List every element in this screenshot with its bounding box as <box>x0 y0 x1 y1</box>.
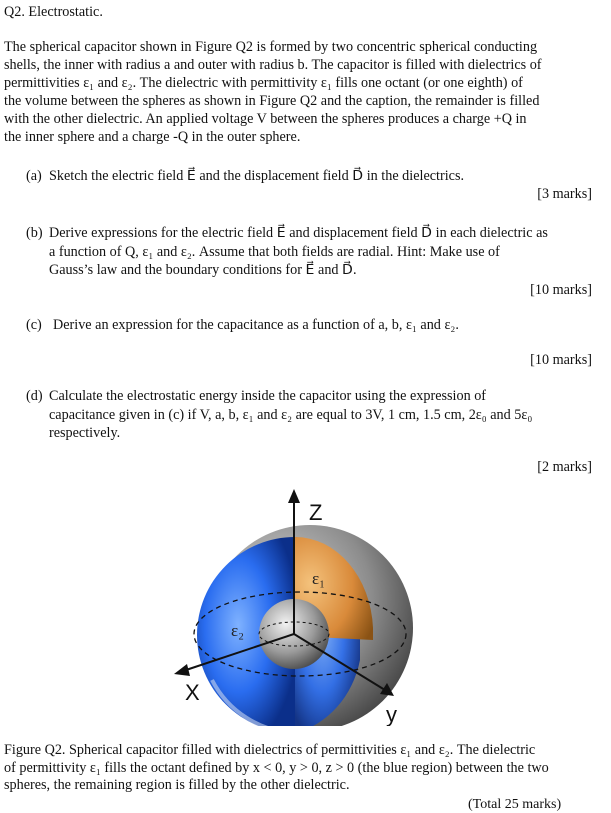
part-b-text: Derive expressions for the electric field E⃗ and displacement field D⃗ in each dielectric as <box>49 225 548 241</box>
part-d-label: (d) <box>26 388 43 404</box>
axis-y-label: y <box>386 702 397 726</box>
total-marks-footer: (Total 25 marks) <box>468 797 562 812</box>
part-d-text: Calculate the electrostatic energy inside the capacitor using the expression of <box>49 388 487 404</box>
part-d-marks: [2 marks] <box>537 459 592 475</box>
epsilon1-label: ε₁ <box>312 569 326 588</box>
axis-z-label: Z <box>309 500 323 525</box>
part-b-label: (b) <box>26 225 43 241</box>
part-b-continuation: a function of Q, ε₁ and ε₂. Assume that both fields are radial. Hint: Make use of Gauss’s law and the boundary conditions for E⃗ and D⃗. <box>49 244 500 278</box>
x-arrow-icon <box>174 664 190 676</box>
part-c-label: (c) <box>26 317 42 333</box>
part-a-marks: [3 marks] <box>537 186 592 202</box>
part-a-label: (a) <box>26 168 42 184</box>
part-c-text: Derive an expression for the capacitance as a function of a, b, ε₁ and ε₂. <box>53 317 459 333</box>
figure-caption: Figure Q2. Spherical capacitor filled with dielectrics of permittivities ε₁ and ε₂. The dielectric of permittivity ε₁ fills the octant defined by x < 0, y > 0, z > 0 (the blue region) between the two spheres, the remaining region is filled by the other dielectric. <box>4 742 549 793</box>
question-title: Q2. Electrostatic. <box>4 4 103 20</box>
z-arrow-icon <box>288 489 300 503</box>
part-b-marks: [10 marks] <box>530 282 592 298</box>
figure-q2 <box>0 486 611 726</box>
axis-x-label: X <box>185 680 200 705</box>
epsilon2-label: ε₂ <box>231 621 245 640</box>
part-a-text: Sketch the electric field E⃗ and the displacement field D⃗ in the dielectrics. <box>49 168 465 184</box>
intro-paragraph: The spherical capacitor shown in Figure Q2 is formed by two concentric spherical conducting shells, the inner with radius a and outer with radius b. The capacitor is filled with dielectrics of permittivities ε₁ and ε₂. The dielectric with permittivity ε₁ fills one octant (or one eighth) of the volume between the spheres as shown in Figure Q2 and the caption, the remainder is filled with the other dielectric. An applied voltage V between the spheres produces a charge +Q in the inner sphere and a charge -Q in the outer sphere. <box>4 39 542 145</box>
part-c-marks: [10 marks] <box>530 352 592 368</box>
part-d-continuation: capacitance given in (c) if V, a, b, ε₁ and ε₂ are equal to 3V, 1 cm, 1.5 cm, 2ε₀ and 5ε₀ respectively. <box>49 407 533 441</box>
